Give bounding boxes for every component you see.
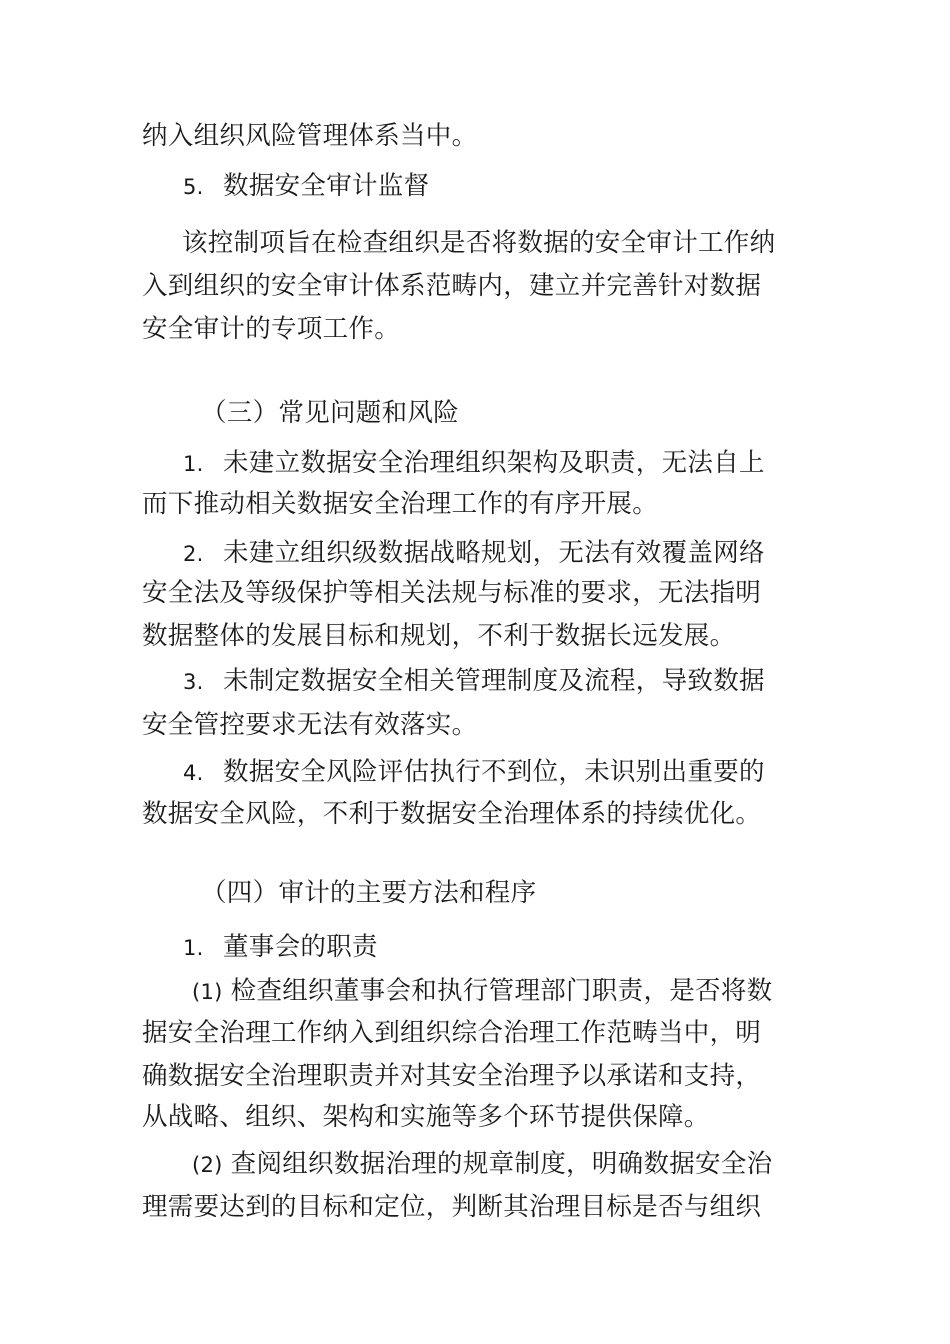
list-number: 1. [183, 936, 204, 960]
list-item-text: 数据安全风险评估执行不到位，未识别出重要的 [223, 757, 765, 787]
paragraph-line: 从战略、组织、架构和实施等多个环节提供保障。 [142, 1102, 710, 1132]
paragraph-line: 数据整体的发展目标和规划，不利于数据长远发展。 [142, 621, 736, 651]
list-item-heading [183, 931, 378, 964]
list-item-text: 未制定数据安全相关管理制度及流程，导致数据 [223, 666, 765, 696]
paragraph-line [192, 1148, 772, 1181]
paragraph-text: 检查组织董事会和执行管理部门职责，是否将数 [230, 976, 773, 1006]
paragraph-line: 确数据安全治理职责并对其安全治理予以承诺和支持， [142, 1061, 762, 1091]
paragraph-line: 纳入组织风险管理体系当中。 [142, 121, 478, 151]
list-number: 2. [183, 542, 204, 566]
paragraph-line: 数据安全风险，不利于数据安全治理体系的持续优化。 [142, 799, 762, 829]
paren-number: (1) [192, 980, 223, 1004]
list-number: 3. [183, 670, 204, 694]
paragraph-line: 入到组织的安全审计体系范畴内，建立并完善针对数据 [142, 271, 762, 301]
paragraph-line: 安全管控要求无法有效落实。 [142, 710, 478, 740]
list-item [183, 756, 765, 789]
paragraph-text: 查阅组织数据治理的规章制度，明确数据安全治 [230, 1149, 773, 1179]
list-number: 5. [183, 175, 204, 199]
list-item [183, 665, 765, 698]
list-item-text: 未建立组织级数据战略规划，无法有效覆盖网络 [223, 538, 765, 568]
paragraph-line: 据安全治理工作纳入到组织综合治理工作范畴当中，明 [142, 1018, 762, 1048]
paragraph-line: 理需要达到的目标和定位，判断其治理目标是否与组织 [142, 1192, 762, 1222]
section-heading: （三）常见问题和风险 [201, 398, 460, 428]
paragraph-line: 安全审计的专项工作。 [142, 314, 401, 344]
list-number: 1. [183, 452, 204, 476]
list-heading-text: 数据安全审计监督 [223, 171, 430, 201]
list-item-heading [183, 170, 429, 203]
list-item [183, 537, 765, 570]
list-number: 4. [183, 761, 204, 785]
paragraph-line: 该控制项旨在检查组织是否将数据的安全审计工作纳 [182, 228, 776, 258]
section-heading: （四）审计的主要方法和程序 [201, 878, 537, 908]
paren-number: (2) [192, 1153, 223, 1177]
paragraph-line: 而下推动相关数据安全治理工作的有序开展。 [142, 489, 659, 519]
list-heading-text: 董事会的职责 [223, 932, 378, 962]
list-item [183, 447, 765, 480]
list-item-text: 未建立数据安全治理组织架构及职责，无法自上 [223, 448, 765, 478]
paragraph-line: 安全法及等级保护等相关法规与标准的要求，无法指明 [142, 578, 762, 608]
paragraph-line [192, 975, 772, 1008]
